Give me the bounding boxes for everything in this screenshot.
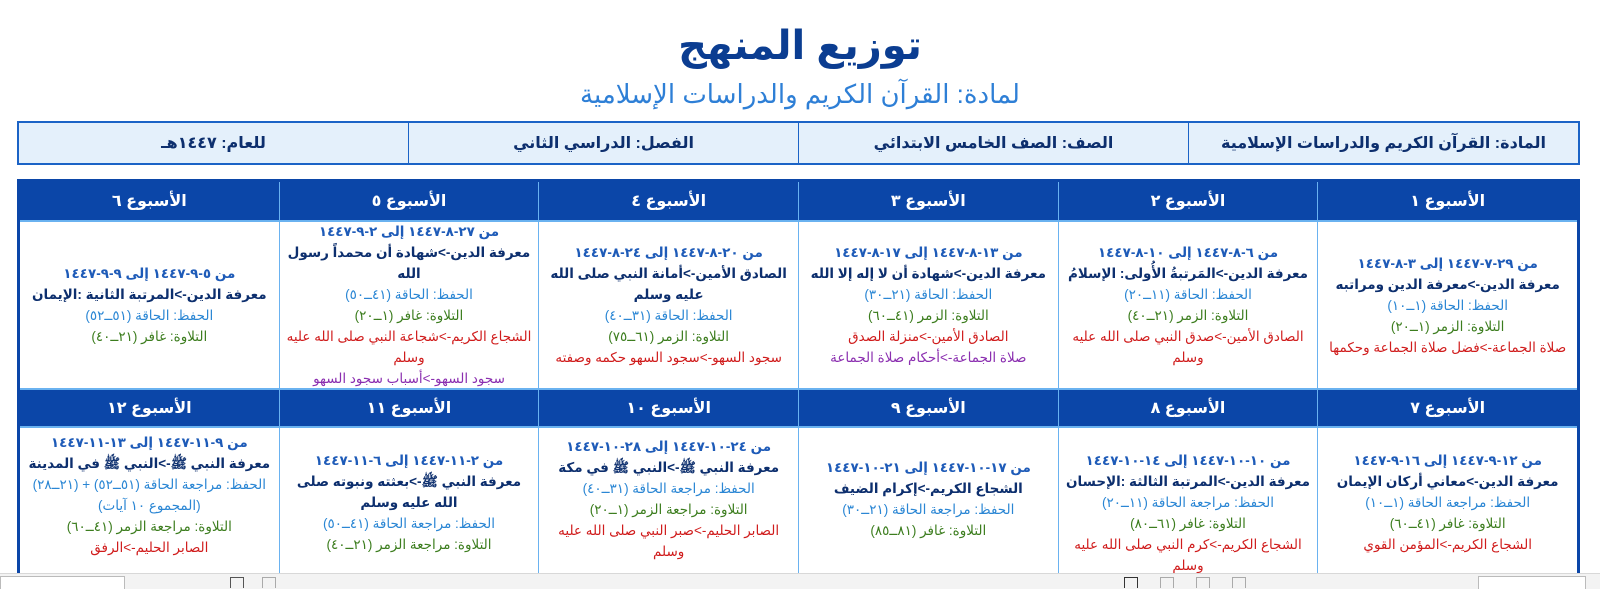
week-extra-lesson: الصابر الحليم->الرفق [90, 540, 209, 555]
page-title: توزيع المنهج [678, 24, 922, 68]
continuous-view-icon[interactable] [1160, 577, 1174, 588]
curriculum-table [17, 179, 1580, 589]
week-tilawa: التلاوة: مراجعة الزمر (٤١ــ٦٠) [66, 519, 232, 534]
week-cell [798, 222, 1058, 388]
week-header: الأسبوع ٧ [1317, 390, 1577, 426]
week-tilawa: التلاوة: غافر (٤١ــ٦٠) [1389, 516, 1506, 531]
week-hifz: الحفظ: الحاقة (٤١ــ٥٠) [345, 287, 473, 302]
week-date: من ١٧-١٠-١٤٤٧ إلى ٢١-١٠-١٤٤٧ [825, 460, 1031, 475]
table-row [20, 428, 1577, 588]
week-date: من ١٢-٩-١٤٤٧ إلى ١٦-٩-١٤٤٧ [1353, 453, 1542, 468]
week-header: الأسبوع ٥ [279, 182, 539, 220]
week-date: من ٦-٨-١٤٤٧ إلى ١٠-٨-١٤٤٧ [1097, 245, 1279, 260]
week-cell [1058, 428, 1318, 588]
week-extra-lesson-2: سجود السهو->أسباب سجود السهو [313, 371, 505, 386]
two-page-continuous-icon[interactable] [1232, 577, 1246, 588]
week-tilawa: التلاوة: غافر (٨١ــ٨٥) [870, 523, 987, 538]
week-cell [279, 222, 539, 388]
week-topic: معرفة الدين->المَرتبةُ الأُولى: الإسلامُ [1067, 266, 1309, 281]
week-date: من ٥-٩-١٤٤٧ إلى ٩-٩-١٤٤٧ [63, 266, 236, 281]
week-hifz: الحفظ: الحاقة (١١ــ٢٠) [1124, 287, 1252, 302]
week-hifz: الحفظ: مراجعة الحاقة (٢١ــ٣٠) [842, 502, 1015, 517]
week-header: الأسبوع ١٠ [538, 390, 798, 426]
week-header: الأسبوع ٣ [798, 182, 1058, 220]
week-extra-lesson-2: صلاة الجماعة->أحكام صلاة الجماعة [830, 350, 1027, 365]
week-tilawa: التلاوة: الزمر (١ــ٢٠) [1390, 318, 1505, 334]
week-tilawa: التلاوة: غافر (١ــ٢٠) [354, 308, 464, 323]
week-hifz: الحفظ: مراجعة الحاقة (٥١ــ٥٢) + (٢١ــ٢٨) (المجموع ١٠ آيات) [32, 477, 267, 513]
week-topic: معرفة الدين->شهادة أن لا إله إلا الله [810, 266, 1046, 281]
week-tilawa: التلاوة: الزمر (٤١ــ٦٠) [867, 308, 989, 323]
single-page-view-icon[interactable] [1124, 577, 1138, 588]
week-date: من ٢٧-٨-١٤٤٧ إلى ٢-٩-١٤٤٧ [318, 224, 500, 239]
week-cell [1317, 222, 1577, 388]
zoom-input[interactable] [1478, 576, 1586, 589]
week-cell [798, 428, 1058, 588]
week-extra-lesson: صلاة الجماعة->فضل صلاة الجماعة وحكمها [1329, 339, 1567, 355]
week-topic: الشجاع الكريم->إكرام الضيف [833, 481, 1023, 496]
week-date: من ٢٩-٧-١٤٤٧ إلى ٣-٨-١٤٤٧ [1357, 255, 1538, 271]
week-topic: معرفة الدين->المرتبة الثالثة :الإحسان [1066, 474, 1310, 489]
week-extra-lesson: الشجاع الكريم->المؤمن القوي [1363, 537, 1532, 552]
two-page-view-icon[interactable] [1196, 577, 1210, 588]
week-header: الأسبوع ٤ [538, 182, 798, 220]
week-hifz: الحفظ: مراجعة الحاقة (٤١ــ٥٠) [322, 516, 496, 531]
week-cell [1058, 222, 1318, 388]
week-topic: معرفة الدين->المرتبة الثانية :الإيمان [32, 287, 267, 302]
week-topic: الصادق الأمين->أمانة النبي صلى الله عليه وسلم [550, 266, 787, 302]
week-cell [538, 222, 798, 388]
week-date: من ٢٠-٨-١٤٤٧ إلى ٢٤-٨-١٤٤٧ [574, 245, 763, 260]
week-tilawa: التلاوة: الزمر (٦١ــ٧٥) [608, 329, 730, 344]
week-extra-lesson: سجود السهو->سجود السهو حكمه وصفته [555, 350, 782, 365]
week-topic: معرفة النبي ﷺ->النبي ﷺ في المدينة [28, 456, 271, 471]
page-subtitle: لمادة: القرآن الكريم والدراسات الإسلامية [580, 79, 1020, 109]
week-header: الأسبوع ١ [1317, 182, 1577, 220]
week-extra-lesson: الصابر الحليم->صبر النبي صلى الله عليه وسلم [558, 523, 780, 559]
table-header-row [20, 388, 1577, 428]
info-grade: الصف: الصف الخامس الابتدائي [798, 123, 1188, 163]
fit-page-icon[interactable] [230, 577, 244, 588]
info-subject: المادة: القرآن الكريم والدراسات الإسلامية [1188, 123, 1578, 163]
week-tilawa: التلاوة: مراجعة الزمر (١ــ٢٠) [589, 502, 748, 517]
week-hifz: الحفظ: مراجعة الحاقة (١ــ١٠) [1365, 495, 1531, 510]
week-hifz: الحفظ: الحاقة (١ــ١٠) [1387, 297, 1508, 313]
week-cell [1317, 428, 1577, 588]
week-date: من ٩-١١-١٤٤٧ إلى ١٣-١١-١٤٤٧ [50, 435, 248, 450]
week-cell [279, 428, 539, 588]
table-header-row [20, 182, 1577, 222]
week-cell [538, 428, 798, 588]
week-date: من ٢-١١-١٤٤٧ إلى ٦-١١-١٤٤٧ [314, 453, 504, 468]
week-topic: معرفة الدين->شهادة أن محمداً رسول الله [287, 245, 531, 281]
week-topic: معرفة الدين->معاني أركان الإيمان [1336, 474, 1559, 489]
week-hifz: الحفظ: الحاقة (٣١ــ٤٠) [604, 308, 733, 323]
week-hifz: الحفظ: الحاقة (٢١ــ٣٠) [864, 287, 993, 302]
week-tilawa: التلاوة: غافر (٦١ــ٨٠) [1130, 516, 1246, 531]
week-cell [20, 428, 279, 588]
week-extra-lesson: الصادق الأمين->صدق النبي صلى الله عليه وسلم [1072, 329, 1304, 365]
week-date: من ١٠-١٠-١٤٤٧ إلى ١٤-١٠-١٤٤٧ [1085, 453, 1291, 468]
table-row [20, 222, 1577, 388]
page-input[interactable] [0, 576, 125, 589]
week-extra-lesson: الشجاع الكريم->كرم النبي صلى الله عليه وسلم [1074, 537, 1302, 573]
checkbox-icon[interactable] [262, 577, 276, 588]
week-header: الأسبوع ١١ [279, 390, 539, 426]
week-date: من ١٣-٨-١٤٤٧ إلى ١٧-٨-١٤٤٧ [834, 245, 1023, 260]
week-date: من ٢٤-١٠-١٤٤٧ إلى ٢٨-١٠-١٤٤٧ [566, 439, 772, 454]
viewer-status-bar [0, 573, 1600, 589]
week-cell [20, 222, 279, 388]
info-bar [17, 121, 1580, 165]
week-extra-lesson: الشجاع الكريم->شجاعة النبي صلى الله عليه وسلم [286, 329, 532, 365]
week-header: الأسبوع ٨ [1058, 390, 1318, 426]
week-hifz: الحفظ: الحاقة (٥١ــ٥٢) [85, 308, 214, 323]
week-hifz: الحفظ: مراجعة الحاقة (٣١ــ٤٠) [582, 481, 755, 496]
week-extra-lesson: الصادق الأمين->منزلة الصدق [848, 329, 1009, 344]
week-header: الأسبوع ٢ [1058, 182, 1318, 220]
week-tilawa: التلاوة: الزمر (٢١ــ٤٠) [1127, 308, 1249, 323]
week-hifz: الحفظ: مراجعة الحاقة (١١ــ٢٠) [1101, 495, 1275, 510]
info-year: للعام: ١٤٤٧هـ [161, 135, 266, 152]
week-header: الأسبوع ١٢ [107, 400, 192, 417]
week-topic: معرفة الدين->معرفة الدين ومراتبه [1335, 276, 1560, 292]
week-tilawa: التلاوة: غافر (٢١ــ٤٠) [91, 329, 208, 344]
week-header: الأسبوع ٩ [798, 390, 1058, 426]
week-tilawa: التلاوة: مراجعة الزمر (٢١ــ٤٠) [326, 537, 492, 552]
info-term: الفصل: الدراسي الثاني [408, 123, 798, 163]
week-header: الأسبوع ٦ [111, 193, 187, 210]
week-topic: معرفة النبي ﷺ->النبي ﷺ في مكة [558, 460, 780, 475]
week-topic: معرفة النبي ﷺ->بعثته ونبوته صلى الله عليه وسلم [296, 474, 522, 510]
